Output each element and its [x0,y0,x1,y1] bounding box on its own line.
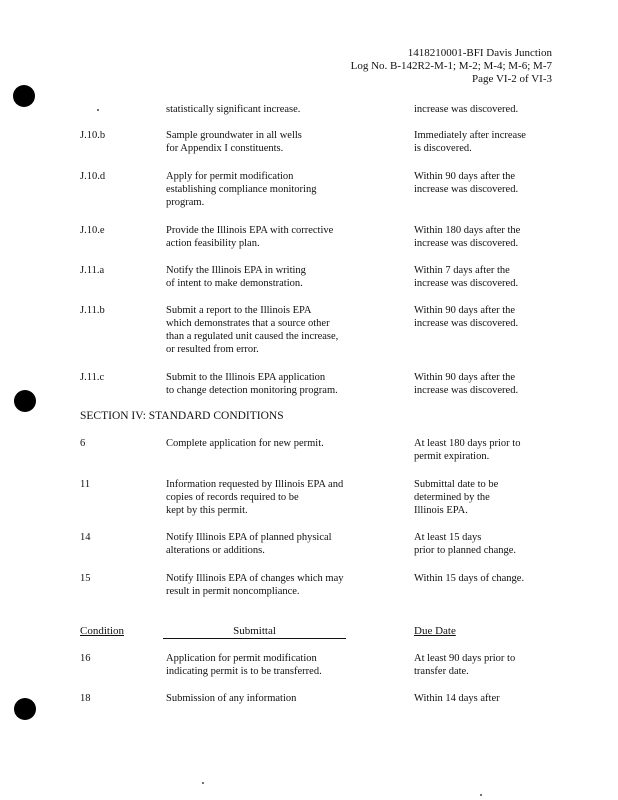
condition-cell: 14 [80,532,91,543]
due-date-cell: At least 180 days prior to permit expiration. [414,438,521,462]
submittal-cell: Submit to the Illinois EPA application to change detection monitoring program. [166,372,338,396]
submittal-cell: Notify Illinois EPA of changes which may result in permit noncompliance. [166,573,344,597]
submittal-cell: Complete application for new permit. [166,438,324,449]
submittal-cell: Notify Illinois EPA of planned physical alterations or additions. [166,532,332,556]
due-date-cell: increase was discovered. [414,104,519,115]
due-date-cell: At least 90 days prior to transfer date. [414,653,516,677]
submittal-cell: Application for permit modification indicating permit is to be transferred. [166,653,322,677]
due-date-cell: Immediately after increase is discovered. [414,130,526,154]
condition-cell: 16 [80,653,91,664]
submittal-cell: Information requested by Illinois EPA and copies of records required to be kept by this permit. [166,479,344,516]
condition-cell: J.10.d [80,171,106,182]
due-date-cell: Within 15 days of change. [414,573,525,584]
submittal-cell: Provide the Illinois EPA with corrective action feasibility plan. [166,225,334,249]
document-header [351,47,552,86]
column-header-condition: Condition [80,625,125,637]
due-date-cell: At least 15 days prior to planned change. [414,532,517,556]
due-date-cell: Within 90 days after the increase was discovered. [414,171,519,195]
due-date-cell: Within 7 days after the increase was discovered. [414,265,519,289]
condition-cell: J.11.c [80,372,105,383]
due-date-cell: Within 14 days after [414,693,500,704]
column-header-submittal: Submittal [163,625,346,639]
column-header-due-date: Due Date [414,625,456,637]
scan-speck [480,794,482,796]
condition-cell: 18 [80,693,91,704]
due-date-cell: Submittal date to be determined by the Illinois EPA. [414,479,499,516]
condition-cell: 6 [80,438,86,449]
condition-cell: 15 [80,573,91,584]
scan-speck [202,782,204,784]
due-date-cell: Within 90 days after the increase was discovered. [414,305,519,329]
submittal-cell: statistically significant increase. [166,104,301,115]
header-log-number: Log No. B-142R2-M-1; M-2; M-4; M-6; M-7 [350,60,552,72]
submittal-cell: Apply for permit modification establishing compliance monitoring program. [166,171,317,208]
submittal-cell: Sample groundwater in all wells for Appendix I constituents. [166,130,302,154]
scan-speck [97,109,99,111]
due-date-cell: Within 180 days after the increase was discovered. [414,225,521,249]
condition-cell: J.10.e [80,225,105,236]
punch-hole-bottom [14,698,36,720]
punch-hole-middle [14,390,36,412]
condition-cell: J.10.b [80,130,106,141]
condition-cell: 11 [80,479,91,490]
header-facility: 1418210001-BFI Davis Junction [407,47,552,59]
header-page-number: Page VI-2 of VI-3 [472,73,552,85]
condition-cell: J.11.b [80,305,105,316]
punch-hole-top [13,85,35,107]
submittal-cell: Submit a report to the Illinois EPA which demonstrates that a source other than a regulated unit caused the increase, or resulted from error. [166,305,339,355]
submittal-cell: Notify the Illinois EPA in writing of intent to make demonstration. [166,265,306,289]
submittal-cell: Submission of any information [166,693,297,704]
section-title: SECTION IV: STANDARD CONDITIONS [80,410,284,422]
condition-cell: J.11.a [80,265,105,276]
due-date-cell: Within 90 days after the increase was discovered. [414,372,519,396]
